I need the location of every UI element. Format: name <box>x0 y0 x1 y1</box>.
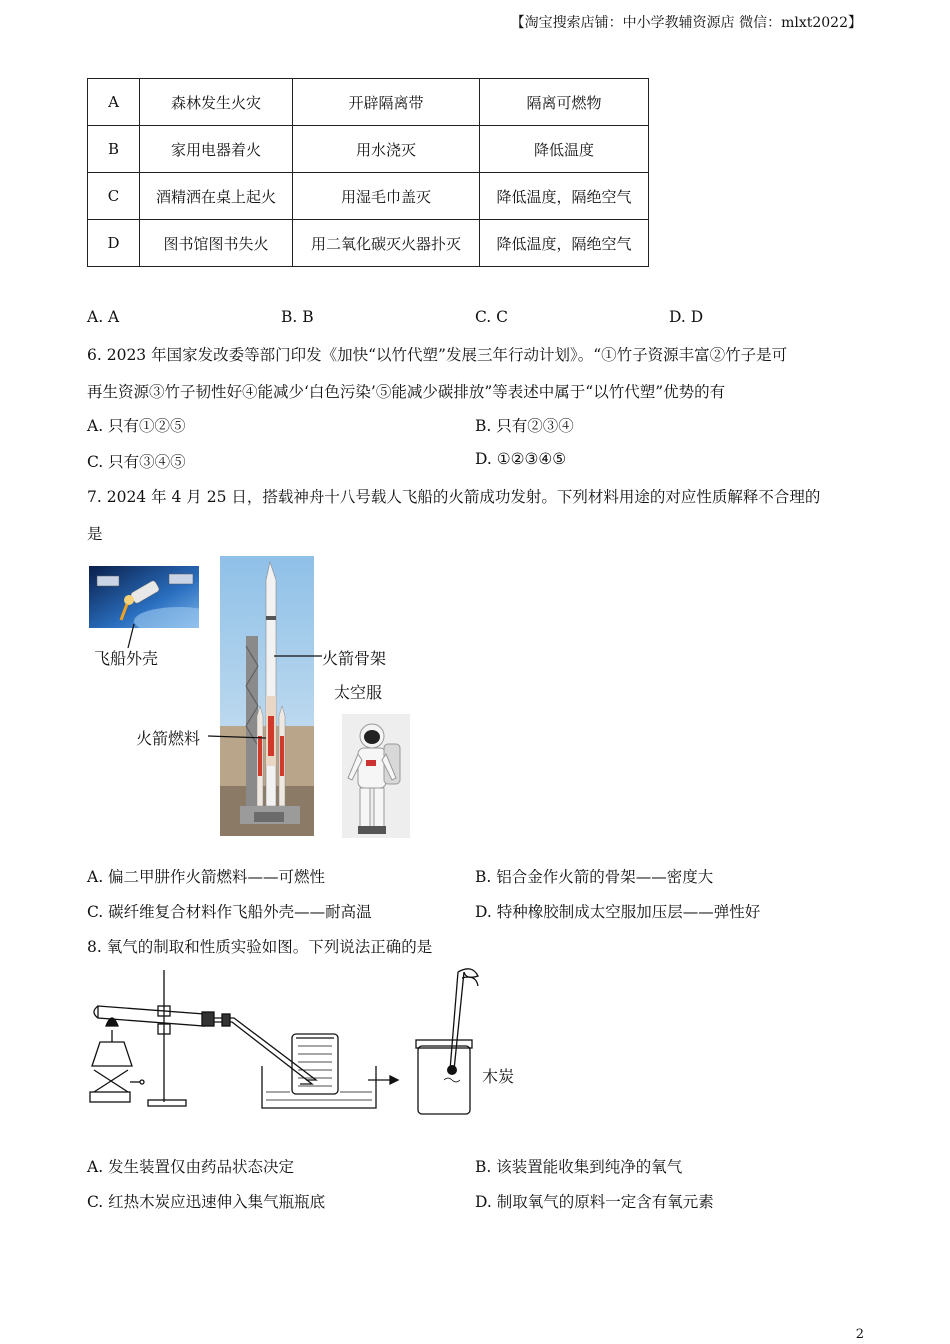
table-cell: 家用电器着火 <box>140 126 293 173</box>
table-cell: 用二氧化碳灭火器扑灭 <box>293 220 480 267</box>
q8-option-a[interactable]: A. 发生装置仅由药品状态决定 <box>87 1158 295 1176</box>
fuel-pointer-line <box>206 730 268 744</box>
table-cell: 降低温度，隔绝空气 <box>480 173 649 220</box>
q8-option-c[interactable]: C. 红热木炭应迅速伸入集气瓶瓶底 <box>87 1193 326 1211</box>
charcoal-dot <box>447 1065 457 1075</box>
q6-option-d[interactable]: D. ①②③④⑤ <box>475 450 567 468</box>
q5-option-c[interactable]: C. C <box>475 308 509 326</box>
q6-stem-line1: 6. 2023 年国家发改委等部门印发《加快“以竹代塑”发展三年行动计划》。“①竹子资源丰富②竹子是可 <box>87 346 788 364</box>
frame-pointer-line <box>270 650 324 662</box>
page-number: 2 <box>855 1327 864 1342</box>
q8-option-b[interactable]: B. 该装置能收集到纯净的氧气 <box>475 1158 683 1176</box>
rocket-image <box>220 556 314 836</box>
q6-stem-line2: 再生资源③竹子韧性好④能减少‘白色污染’⑤能减少碳排放”等表述中属于“以竹代塑”优势的有 <box>87 383 726 401</box>
table-row <box>88 173 649 220</box>
q7-option-c[interactable]: C. 碳纤维复合材料作飞船外壳——耐高温 <box>87 903 372 921</box>
q7-option-d[interactable]: D. 特种橡胶制成太空服加压层——弹性好 <box>475 903 761 921</box>
table-row <box>88 79 649 126</box>
q6-option-b[interactable]: B. 只有②③④ <box>475 417 574 435</box>
q7-stem-line1: 7. 2024 年 4 月 25 日，搭载神舟十八号载人飞船的火箭成功发射。下列材料用途的对应性质解释不合理的 <box>87 488 821 506</box>
label-charcoal: 木炭 <box>482 1067 515 1086</box>
oxygen-apparatus-diagram <box>86 962 526 1118</box>
q8-stem: 8. 氧气的制取和性质实验如图。下列说法正确的是 <box>87 938 433 956</box>
table-cell: 用水浇灭 <box>293 126 480 173</box>
table-cell: D <box>88 220 140 267</box>
table-cell: 隔离可燃物 <box>480 79 649 126</box>
fire-table <box>87 78 649 267</box>
q7-option-b[interactable]: B. 铝合金作火箭的骨架——密度大 <box>475 868 714 886</box>
table-cell: 图书馆图书失火 <box>140 220 293 267</box>
label-spacecraft-shell: 飞船外壳 <box>94 649 159 668</box>
label-rocket-fuel: 火箭燃料 <box>136 729 201 748</box>
label-space-suit: 太空服 <box>334 683 383 702</box>
q6-option-c[interactable]: C. 只有③④⑤ <box>87 453 186 471</box>
table-cell: 降低温度 <box>480 126 649 173</box>
spacecraft-image <box>89 566 199 628</box>
table-cell: 开辟隔离带 <box>293 79 480 126</box>
page-header: 【淘宝搜索店铺：中小学教辅资源店 微信：mlxt2022】 <box>510 15 862 31</box>
label-rocket-frame: 火箭骨架 <box>322 649 387 668</box>
table-cell: 酒精洒在桌上起火 <box>140 173 293 220</box>
table-cell: B <box>88 126 140 173</box>
table-cell: A <box>88 79 140 126</box>
q5-option-b[interactable]: B. B <box>281 308 314 326</box>
table-cell: 降低温度，隔绝空气 <box>480 220 649 267</box>
table-row <box>88 220 649 267</box>
q7-stem-line2: 是 <box>87 525 103 543</box>
table-cell: 森林发生火灾 <box>140 79 293 126</box>
q6-option-a[interactable]: A. 只有①②⑤ <box>87 417 186 435</box>
q7-option-a[interactable]: A. 偏二甲肼作火箭燃料——可燃性 <box>87 868 326 886</box>
q8-option-d[interactable]: D. 制取氧气的原料一定含有氧元素 <box>475 1193 714 1211</box>
table-cell: 用湿毛巾盖灭 <box>293 173 480 220</box>
q5-option-d[interactable]: D. D <box>669 308 704 326</box>
table-row <box>88 126 649 173</box>
q5-option-a[interactable]: A. A <box>87 308 120 326</box>
space-suit-image <box>342 714 410 838</box>
table-cell: C <box>88 173 140 220</box>
